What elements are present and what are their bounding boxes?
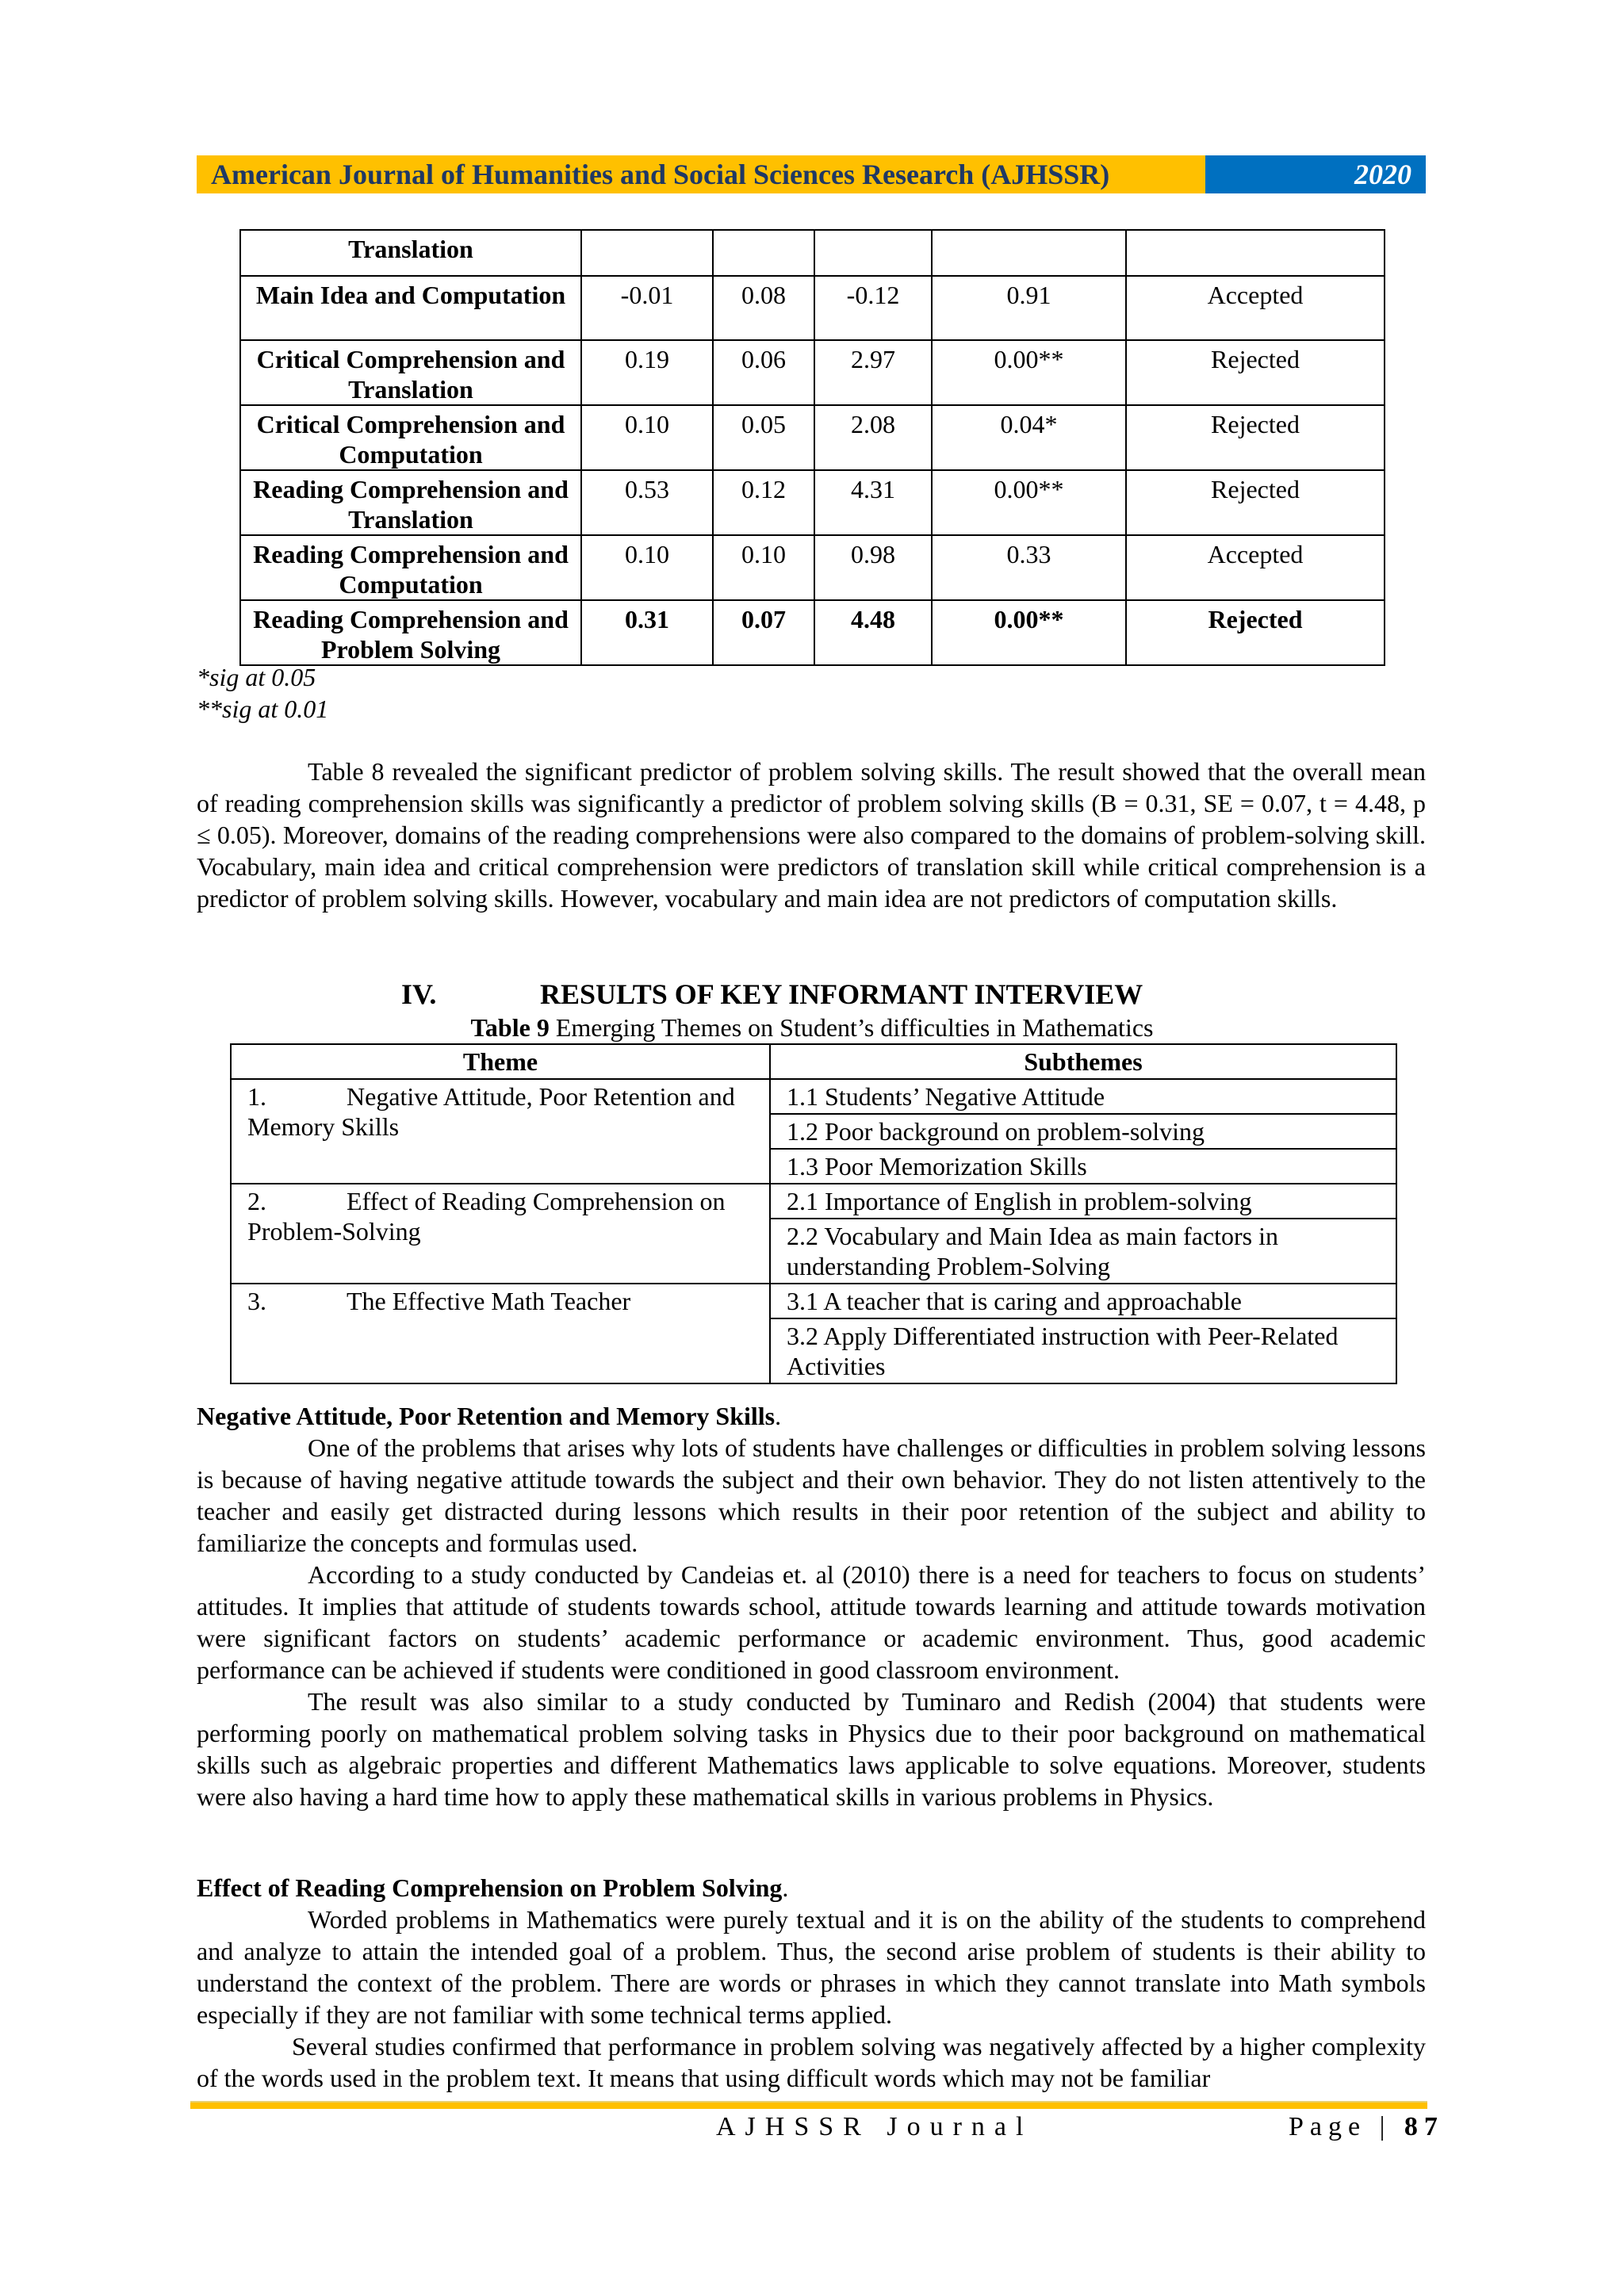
- table-9-themes: [230, 1043, 1397, 1384]
- table-row: [240, 230, 1385, 276]
- cell-p: 0.33: [932, 535, 1126, 600]
- table-row: [231, 1284, 1396, 1318]
- table-row: [240, 276, 1385, 340]
- cell-decision: Rejected: [1126, 340, 1385, 405]
- caption-text: Emerging Themes on Student’s difficulties in Mathematics: [549, 1013, 1154, 1042]
- row-label: Reading Comprehension and Computation: [240, 535, 581, 600]
- journal-year: 2020: [1205, 155, 1426, 193]
- paragraph: The result was also similar to a study conducted by Tuminaro and Redish (2004) that students were performing poorly on mathematical problem solving tasks in Physics due to their poor background on mathematical skills such as algebraic properties and different Mathematics laws applicable to solve equations. Moreover, students were also having a hard time how to apply these mathematical skills in various problems in Physics.: [197, 1687, 1426, 1811]
- subsection-reading-comprehension: [197, 1872, 1426, 2094]
- subtheme-cell: 3.2 Apply Differentiated instruction with Peer-Related Activities: [770, 1318, 1396, 1383]
- cell-t: -0.12: [814, 276, 932, 340]
- cell-decision: Accepted: [1126, 535, 1385, 600]
- cell-b: 0.10: [581, 535, 713, 600]
- journal-header: [197, 155, 1426, 193]
- cell-p: 0.00**: [932, 470, 1126, 535]
- table-row: [240, 405, 1385, 470]
- cell-t: 4.31: [814, 470, 932, 535]
- cell-b: -0.01: [581, 276, 713, 340]
- cell-t: 2.08: [814, 405, 932, 470]
- column-header-theme: Theme: [231, 1044, 770, 1079]
- cell-p: 0.00**: [932, 340, 1126, 405]
- cell-b: 0.53: [581, 470, 713, 535]
- cell-se: 0.12: [713, 470, 814, 535]
- section-heading: [401, 978, 1143, 1011]
- theme-cell: 1. Negative Attitude, Poor Retention and Memory Skills: [231, 1079, 770, 1184]
- table-row: [231, 1079, 1396, 1114]
- cell-se: 0.08: [713, 276, 814, 340]
- row-label: Main Idea and Computation: [240, 276, 581, 340]
- footer-journal: AJHSSR Journal: [716, 2112, 1033, 2141]
- cell-b: 0.31: [581, 600, 713, 665]
- cell-se: 0.06: [713, 340, 814, 405]
- caption-label: Table 9: [470, 1013, 550, 1042]
- table-row: [240, 470, 1385, 535]
- journal-title: American Journal of Humanities and Social Sciences Research (AJHSSR): [197, 155, 1205, 193]
- row-label: Reading Comprehension and Problem Solving: [240, 600, 581, 665]
- cell-se: 0.07: [713, 600, 814, 665]
- table-row: [240, 600, 1385, 665]
- table-row: [240, 535, 1385, 600]
- cell-b: 0.10: [581, 405, 713, 470]
- table-row: [240, 340, 1385, 405]
- subsection-heading: Effect of Reading Comprehension on Problem Solving.: [197, 1873, 789, 1902]
- subsection-negative-attitude: [197, 1400, 1426, 1812]
- footer-divider: [190, 2101, 1427, 2109]
- cell-p: 0.00**: [932, 600, 1126, 665]
- cell-t: 0.98: [814, 535, 932, 600]
- significance-note: *sig at 0.05: [197, 663, 316, 691]
- table-header-row: [231, 1044, 1396, 1079]
- row-label: Translation: [240, 230, 581, 276]
- subtheme-cell: 1.1 Students’ Negative Attitude: [770, 1079, 1396, 1114]
- paragraph: Table 8 revealed the significant predictor of problem solving skills. The result showed that the overall mean of reading comprehension skills was significantly a predictor of problem solving skills (B = 0.31, SE = 0.07, t = 4.48, p ≤ 0.05). Moreover, domains of the reading comprehensions were also compared to the domains of problem-solving skill. Vocabulary, main idea and critical comprehension were predictors of translation skill while critical comprehension is a predictor of problem solving skills. However, vocabulary and main idea are not predictors of computation skills.: [197, 757, 1426, 913]
- cell-b: 0.19: [581, 340, 713, 405]
- subtheme-cell: 2.2 Vocabulary and Main Idea as main factors in understanding Problem-Solving: [770, 1219, 1396, 1284]
- paragraph: Worded problems in Mathematics were purely textual and it is on the ability of the students to comprehend and analyze to attain the intended goal of a problem. Thus, the second arise problem of students is their ability to understand the context of the problem. There are words or phrases in which they cannot translate into Math symbols especially if they are not familiar with some technical terms applied.: [197, 1905, 1426, 2029]
- row-label: Critical Comprehension and Computation: [240, 405, 581, 470]
- paragraph: Several studies confirmed that performance in problem solving was negatively affected by a higher complexity of the words used in the problem text. It means that using difficult words which may not be familiar: [197, 2032, 1426, 2092]
- column-header-subthemes: Subthemes: [770, 1044, 1396, 1079]
- theme-cell: 2. Effect of Reading Comprehension on Problem-Solving: [231, 1184, 770, 1284]
- cell-t: 4.48: [814, 600, 932, 665]
- table-row: [231, 1184, 1396, 1219]
- subtheme-cell: 1.3 Poor Memorization Skills: [770, 1149, 1396, 1184]
- paragraph: One of the problems that arises why lots of students have challenges or difficulties in problem solving lessons is because of having negative attitude towards the subject and their own behavior. They do not listen attentively to the teacher and easily get distracted during lessons which results in their poor retention of the subject and ability to familiarize the concepts and formulas used.: [197, 1433, 1426, 1557]
- table-8-regression: [239, 229, 1385, 666]
- page-number: 87: [1404, 2112, 1444, 2141]
- subtheme-cell: 2.1 Importance of English in problem-solving: [770, 1184, 1396, 1219]
- significance-note: **sig at 0.01: [197, 695, 329, 723]
- cell-t: 2.97: [814, 340, 932, 405]
- section-title: RESULTS OF KEY INFORMANT INTERVIEW: [540, 978, 1143, 1010]
- cell-decision: Rejected: [1126, 470, 1385, 535]
- cell-decision: Rejected: [1126, 405, 1385, 470]
- footer-page: Page | 87: [1289, 2112, 1444, 2141]
- row-label: Reading Comprehension and Translation: [240, 470, 581, 535]
- table8-discussion: [197, 756, 1426, 914]
- cell-decision: Accepted: [1126, 276, 1385, 340]
- table-9-caption: [0, 1013, 1624, 1043]
- cell-p: 0.04*: [932, 405, 1126, 470]
- row-label: Critical Comprehension and Translation: [240, 340, 581, 405]
- theme-cell: 3. The Effective Math Teacher: [231, 1284, 770, 1383]
- subtheme-cell: 3.1 A teacher that is caring and approachable: [770, 1284, 1396, 1318]
- cell-se: 0.05: [713, 405, 814, 470]
- cell-se: 0.10: [713, 535, 814, 600]
- subsection-heading: Negative Attitude, Poor Retention and Memory Skills.: [197, 1402, 782, 1430]
- cell-p: 0.91: [932, 276, 1126, 340]
- section-number: IV.: [401, 978, 437, 1010]
- cell-decision: Rejected: [1126, 600, 1385, 665]
- paragraph: According to a study conducted by Candeias et. al (2010) there is a need for teachers to focus on students’ attitudes. It implies that attitude of students towards school, attitude towards learning and attitude towards motivation were significant factors on students’ academic performance or academic environment. Thus, good academic performance can be achieved if students were conditioned in good classroom environment.: [197, 1560, 1426, 1684]
- subtheme-cell: 1.2 Poor background on problem-solving: [770, 1114, 1396, 1149]
